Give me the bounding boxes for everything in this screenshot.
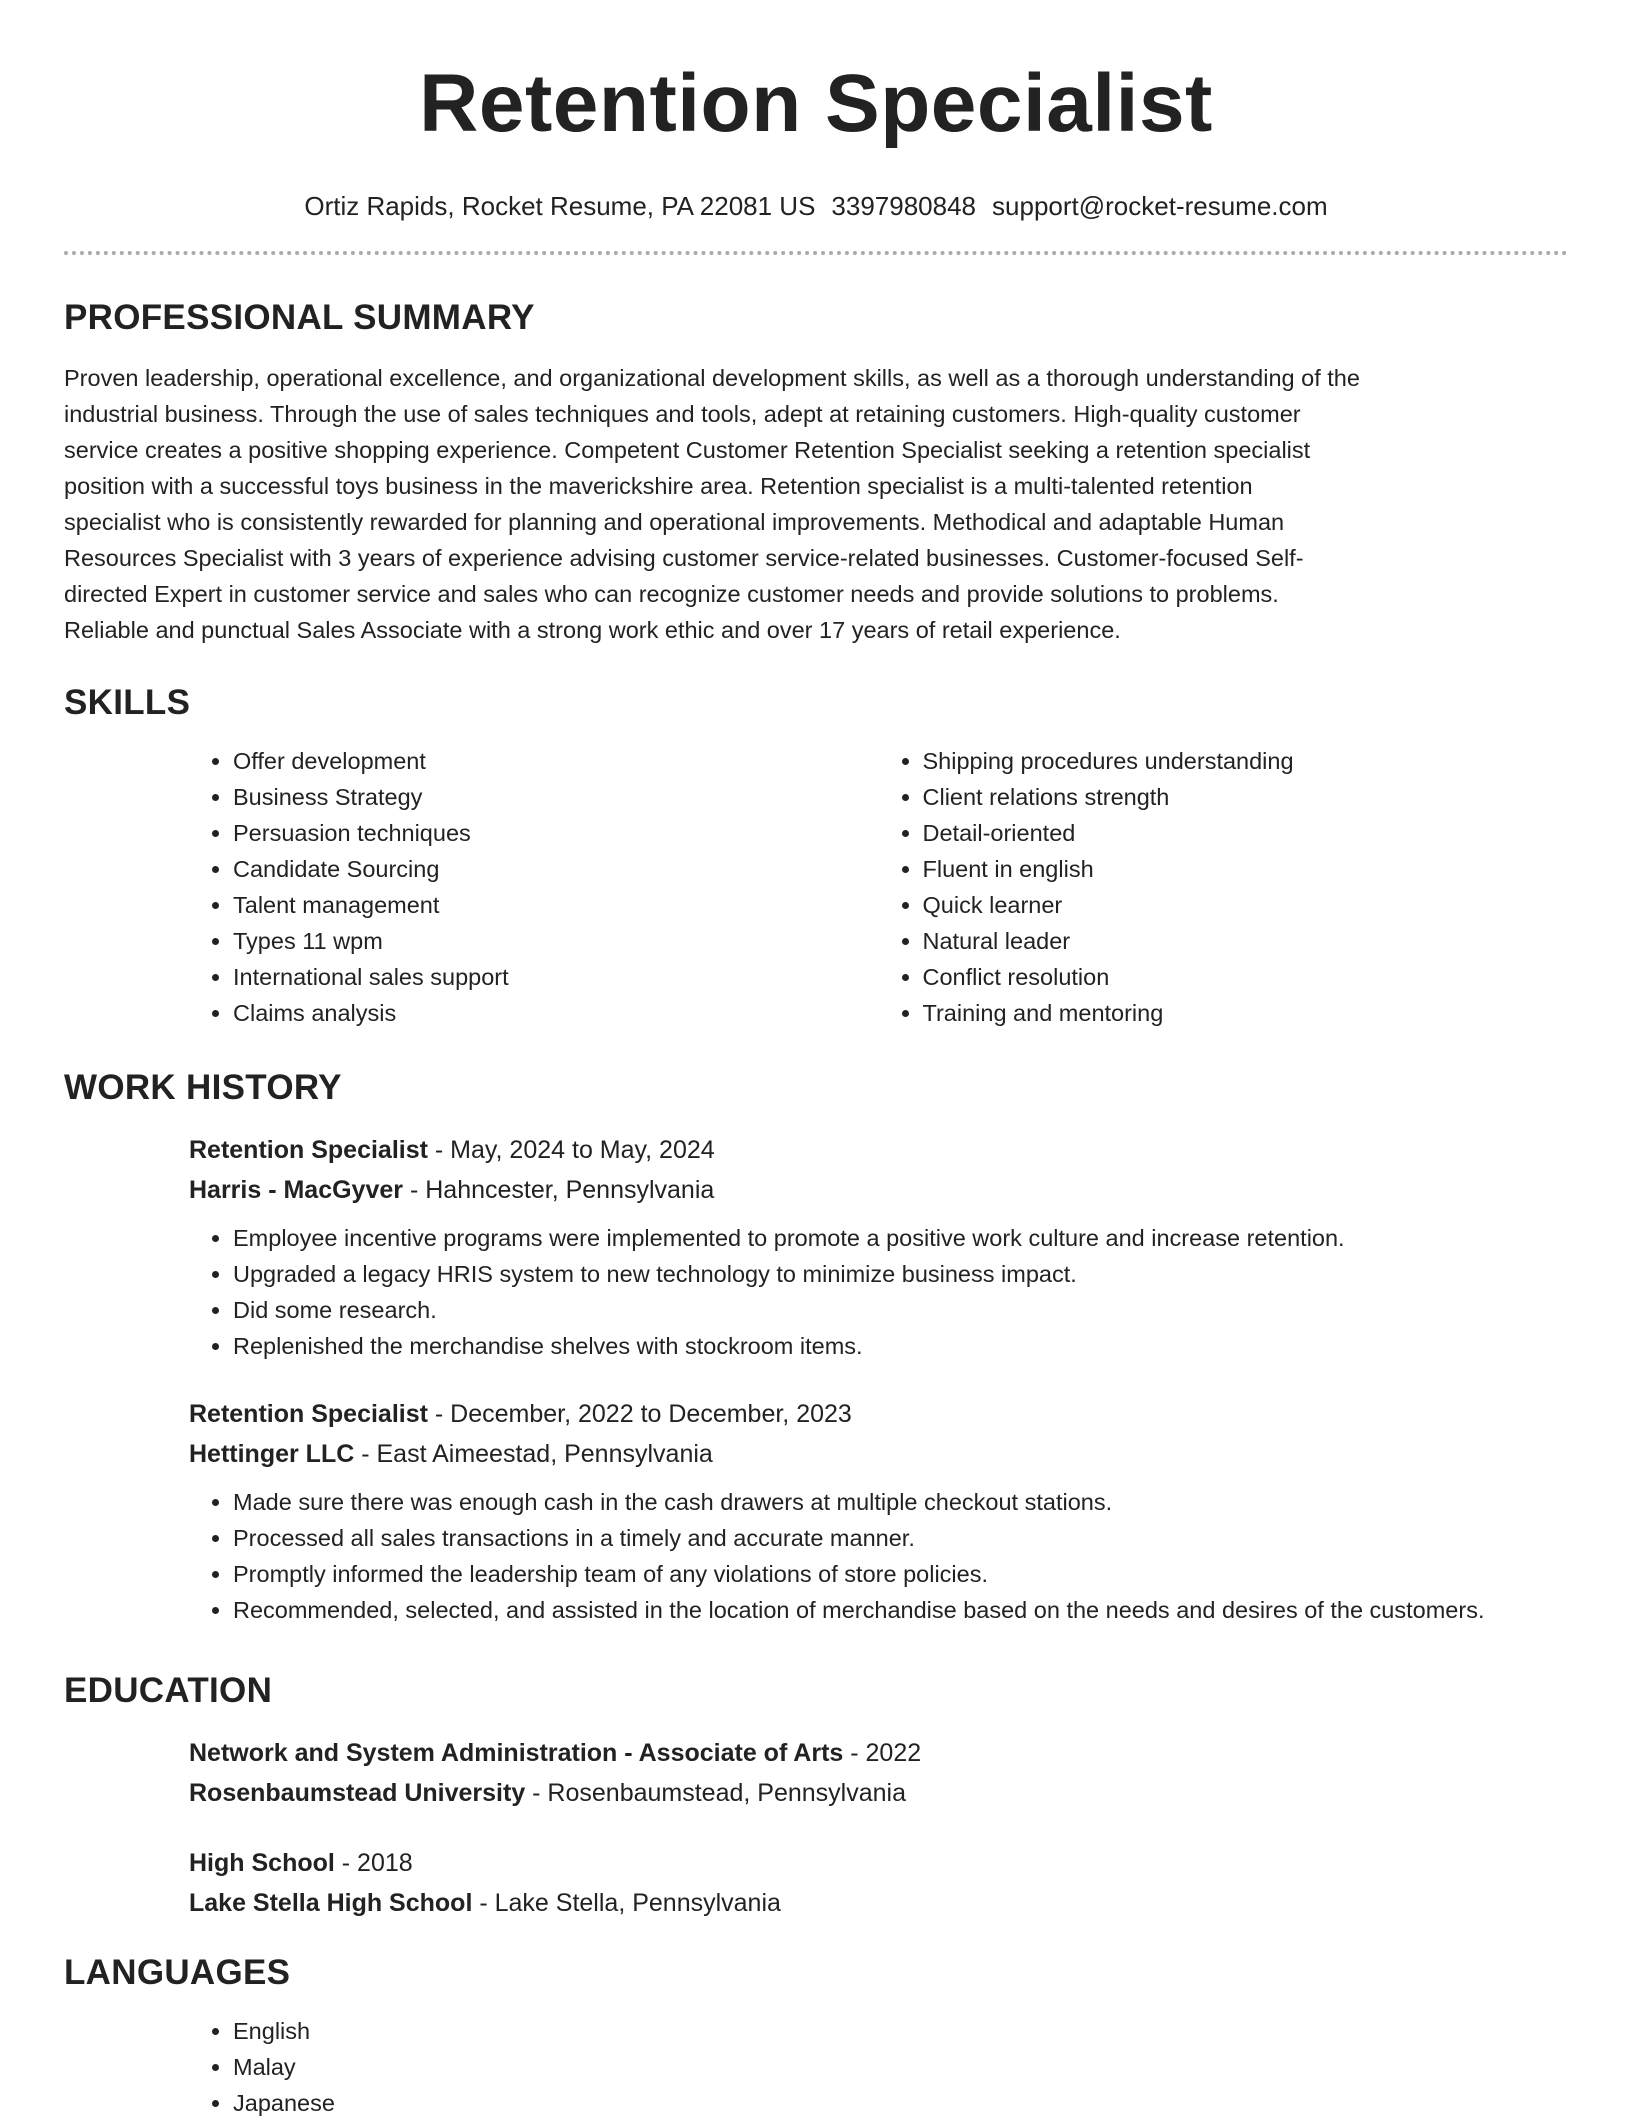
degree-line (189, 1733, 1568, 1773)
job-bullet: • Made sure there was enough cash in the cash drawers at multiple checkout stations. (233, 1484, 1568, 1520)
education-heading: EDUCATION (64, 1671, 273, 1710)
skill-item: • Client relations strength (923, 779, 1569, 815)
education-section (64, 1669, 1568, 1923)
header-divider (64, 251, 1568, 255)
contact-address: Ortiz Rapids, Rocket Resume, PA 22081 US (304, 191, 816, 221)
skills-section (64, 681, 1568, 1031)
contact-email: support@rocket-resume.com (992, 191, 1328, 221)
contact-phone: 3397980848 (831, 191, 977, 221)
job-title-line (189, 1130, 1568, 1170)
skill-item: • International sales support (233, 959, 879, 995)
summary-line: industrial business. Through the use of sales techniques and tools, adept at retaining customers. High-quality customer (64, 401, 1301, 427)
job-bullet: • Replenished the merchandise shelves with stockroom items. (233, 1328, 1568, 1364)
job-company-line (189, 1170, 1568, 1210)
school-name: Lake Stella High School (189, 1889, 473, 1917)
work-history-heading: WORK HISTORY (64, 1068, 342, 1107)
job-location: - East Aimeestad, Pennsylvania (354, 1440, 713, 1468)
job-role: Retention Specialist (189, 1136, 428, 1164)
skill-item: • Persuasion techniques (233, 815, 879, 851)
skill-item: • Natural leader (923, 923, 1569, 959)
school-location: - Rosenbaumstead, Pennsylvania (525, 1779, 906, 1807)
job-bullet: • Employee incentive programs were implemented to promote a positive work culture and increase retention. (233, 1220, 1568, 1256)
degree-line (189, 1843, 1568, 1883)
school-line (189, 1773, 1568, 1813)
job-dates: - May, 2024 to May, 2024 (427, 1136, 715, 1164)
summary-line: specialist who is consistently rewarded for planning and operational improvements. Methodical and adaptable Human (64, 509, 1285, 535)
education-entry (189, 1733, 1568, 1813)
school-name: Rosenbaumstead University (189, 1779, 526, 1807)
skill-item: • Fluent in english (923, 851, 1569, 887)
skill-item: • Talent management (233, 887, 879, 923)
languages-list (189, 2013, 1568, 2121)
skills-list-left (189, 743, 879, 1031)
job-role: Retention Specialist (189, 1400, 428, 1428)
job-bullet: • Upgraded a legacy HRIS system to new technology to minimize business impact. (233, 1256, 1568, 1292)
skills-heading: SKILLS (64, 683, 191, 722)
summary-line: Reliable and punctual Sales Associate with a strong work ethic and over 17 years of retail experience. (64, 617, 1121, 643)
summary-text (64, 360, 1568, 648)
degree-year: - 2022 (843, 1739, 922, 1767)
degree-name: High School (189, 1849, 335, 1877)
summary-line: position with a successful toys business in the maverickshire area. Retention specialist is a multi-talented retention (64, 473, 1253, 499)
skill-item: • Business Strategy (233, 779, 879, 815)
summary-line: Resources Specialist with 3 years of experience advising customer service-related businesses. Customer-focused Self- (64, 545, 1304, 571)
skill-item: • Claims analysis (233, 995, 879, 1031)
school-location: - Lake Stella, Pennsylvania (472, 1889, 781, 1917)
job-location: - Hahncester, Pennsylvania (403, 1176, 715, 1204)
skills-columns (189, 743, 1568, 1031)
summary-line: service creates a positive shopping experience. Competent Customer Retention Specialist seeking a retention specialist (64, 437, 1311, 463)
job-bullet: • Recommended, selected, and assisted in the location of merchandise based on the needs and desires of the customers. (233, 1592, 1568, 1628)
job-entry (189, 1130, 1568, 1364)
skill-item: • Conflict resolution (923, 959, 1569, 995)
job-bullet: • Processed all sales transactions in a timely and accurate manner. (233, 1520, 1568, 1556)
job-bullet: • Promptly informed the leadership team of any violations of store policies. (233, 1556, 1568, 1592)
language-item: • Japanese (233, 2085, 1568, 2121)
skill-item: • Training and mentoring (923, 995, 1569, 1031)
job-bullets (189, 1484, 1568, 1628)
candidate-name: Retention Specialist (419, 58, 1213, 149)
skill-item: • Quick learner (923, 887, 1569, 923)
school-line (189, 1883, 1568, 1923)
languages-heading: LANGUAGES (64, 1953, 291, 1992)
summary-heading: PROFESSIONAL SUMMARY (64, 298, 535, 337)
work-history-section (64, 1066, 1568, 1628)
skill-item: • Offer development (233, 743, 879, 779)
education-entry (189, 1843, 1568, 1923)
summary-section (64, 296, 1568, 648)
language-item: • English (233, 2013, 1568, 2049)
skill-item: • Types 11 wpm (233, 923, 879, 959)
job-company: Harris - MacGyver (189, 1176, 404, 1204)
job-company: Hettinger LLC (189, 1440, 355, 1468)
languages-section (64, 1951, 1568, 2121)
job-entry (189, 1394, 1568, 1628)
skill-item: • Shipping procedures understanding (923, 743, 1569, 779)
contact-line (0, 190, 1632, 222)
summary-line: Proven leadership, operational excellence, and organizational development skills, as well as a thorough understanding of the (64, 365, 1360, 391)
summary-line: directed Expert in customer service and sales who can recognize customer needs and provide solutions to problems. (64, 581, 1279, 607)
degree-name: Network and System Administration - Associate of Arts (189, 1739, 844, 1767)
job-company-line (189, 1434, 1568, 1474)
job-bullet: • Did some research. (233, 1292, 1568, 1328)
skill-item: • Detail-oriented (923, 815, 1569, 851)
job-bullets (189, 1220, 1568, 1364)
job-title-line (189, 1394, 1568, 1434)
job-dates: - December, 2022 to December, 2023 (427, 1400, 852, 1428)
skill-item: • Candidate Sourcing (233, 851, 879, 887)
degree-year: - 2018 (334, 1849, 413, 1877)
skills-list-right (879, 743, 1569, 1031)
resume-header (0, 0, 1632, 222)
language-item: • Malay (233, 2049, 1568, 2085)
